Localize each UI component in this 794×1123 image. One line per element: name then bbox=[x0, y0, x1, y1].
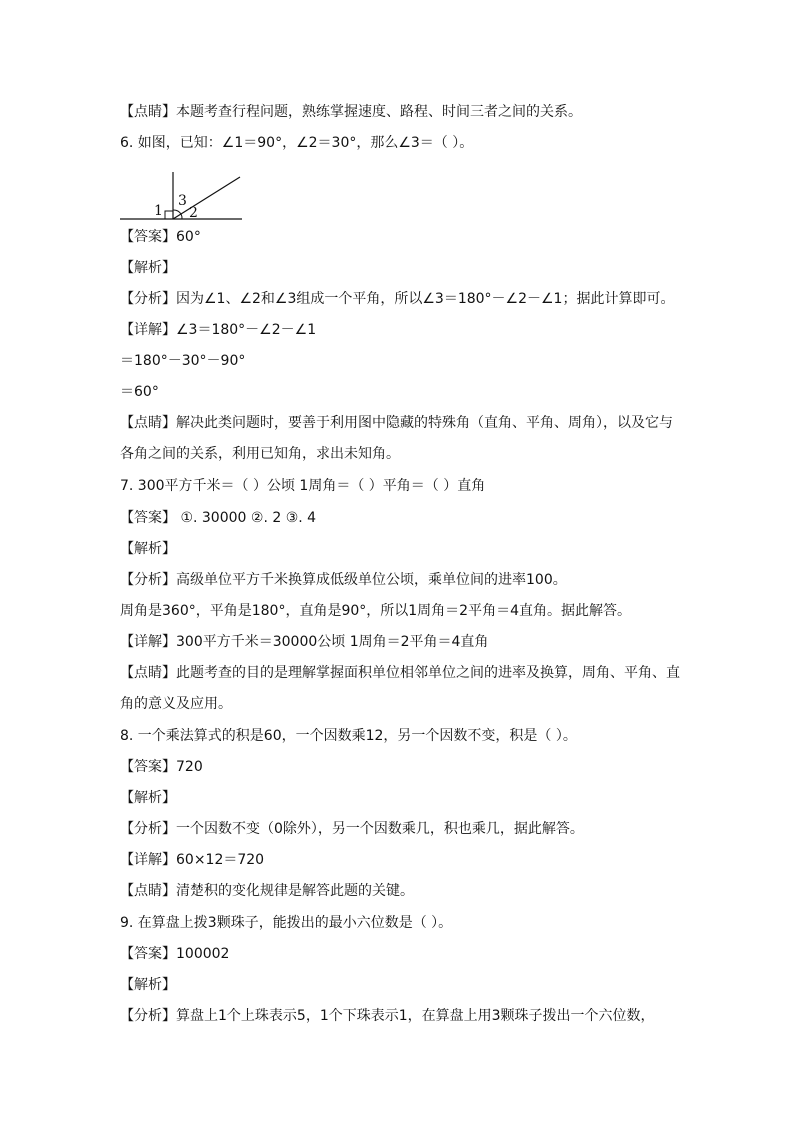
text-line: 【点睛】解决此类问题时，要善于利用图中隐藏的特殊角（直角、平角、周角），以及它与 bbox=[120, 415, 673, 431]
angle3-label: 3 bbox=[178, 193, 187, 209]
text-line: 9. 在算盘上拨3颗珠子，能拨出的最小六位数是（ ）。 bbox=[120, 915, 453, 931]
right-angle-mark bbox=[165, 211, 173, 219]
text-line: 【分析】高级单位平方千米换算成低级单位公顷，乘单位间的进率100。 bbox=[120, 572, 567, 588]
text-line: ＝60° bbox=[120, 384, 159, 400]
text-line: 【详解】∠3＝180°－∠2－∠1 bbox=[120, 322, 317, 338]
text-line: 6. 如图，已知：∠1＝90°，∠2＝30°，那么∠3＝（ ）。 bbox=[120, 135, 474, 151]
angle2-label: 2 bbox=[189, 205, 198, 221]
text-line: 【解析】 bbox=[120, 790, 176, 806]
text-line: 【分析】因为∠1、∠2和∠3组成一个平角，所以∠3＝180°－∠2－∠1；据此计算即可。 bbox=[120, 291, 675, 307]
text-line: 【解析】 bbox=[120, 977, 176, 993]
text-line: 【答案】720 bbox=[120, 759, 203, 775]
text-line: 周角是360°，平角是180°，直角是90°，所以1周角＝2平角＝4直角。据此解答。 bbox=[120, 603, 631, 619]
text-line: 【解析】 bbox=[120, 260, 176, 276]
angle3-arc bbox=[173, 210, 181, 214]
text-line: 8. 一个乘法算式的积是60，一个因数乘12，另一个因数不变，积是（ ）。 bbox=[120, 728, 577, 744]
text-line: 【答案】60° bbox=[120, 229, 201, 245]
text-line: 【详解】300平方千米＝30000公顷 1周角＝2平角＝4直角 bbox=[120, 634, 489, 650]
angle-diagram bbox=[118, 172, 248, 224]
angle2-arc bbox=[181, 214, 182, 219]
text-line: 【分析】算盘上1个上珠表示5，1个下珠表示1，在算盘上用3颗珠子拨出一个六位数， bbox=[120, 1008, 655, 1024]
angle1-label: 1 bbox=[154, 203, 163, 219]
text-line: 【分析】一个因数不变（0除外），另一个因数乘几，积也乘几，据此解答。 bbox=[120, 821, 584, 837]
text-line: 【点睛】清楚积的变化规律是解答此题的关键。 bbox=[120, 883, 414, 899]
angle-figure bbox=[118, 172, 248, 224]
text-line: 【答案】 ①. 30000 ②. 2 ③. 4 bbox=[120, 510, 317, 526]
text-line: 角的意义及应用。 bbox=[120, 696, 232, 712]
text-line: 【详解】60×12＝720 bbox=[120, 852, 265, 868]
text-line: 各角之间的关系，利用已知角，求出未知角。 bbox=[120, 446, 400, 462]
text-line: 【解析】 bbox=[120, 541, 176, 557]
text-line: 【点睛】本题考查行程问题，熟练掌握速度、路程、时间三者之间的关系。 bbox=[120, 104, 582, 120]
text-line: 7. 300平方千米＝（ ）公顷 1周角＝（ ）平角＝（ ）直角 bbox=[120, 478, 486, 494]
text-line: 【答案】100002 bbox=[120, 946, 230, 962]
text-line: 【点睛】此题考查的目的是理解掌握面积单位相邻单位之间的进率及换算，周角、平角、直 bbox=[120, 665, 680, 681]
text-line: ＝180°－30°－90° bbox=[120, 353, 246, 369]
